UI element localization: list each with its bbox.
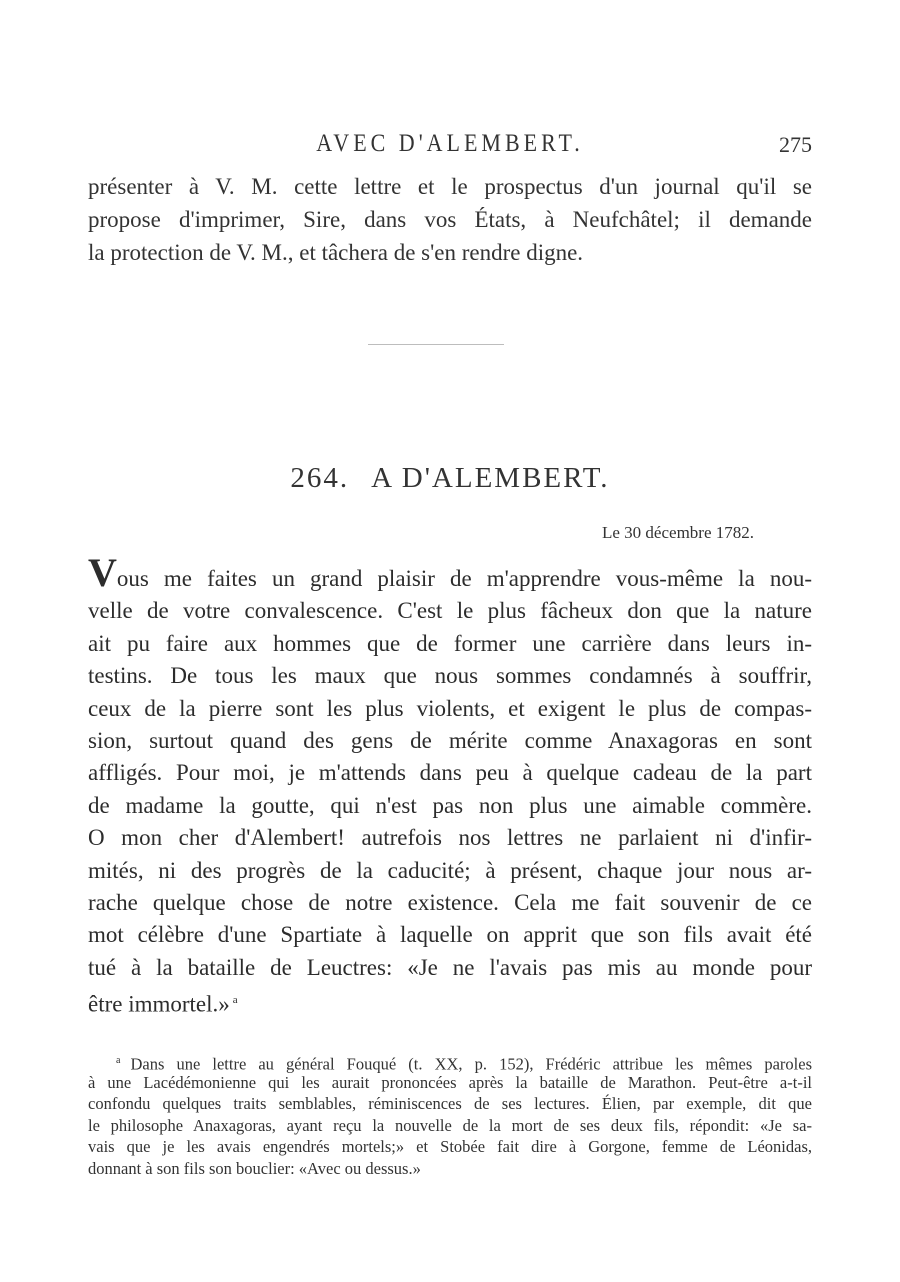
letter-date: Le 30 décembre 1782. [602, 523, 754, 542]
text-line: sion, surtout quand des gens de mérite comme Anaxagoras en sont [88, 727, 812, 753]
text-line: Vous me faites un grand plaisir de m'apprendre vous-même la nou- [88, 550, 812, 595]
running-head [88, 130, 812, 160]
text-line: propose d'imprimer, Sire, dans vos États, à Neufchâtel; il demande [88, 207, 812, 232]
letter-number: 264. [290, 462, 350, 494]
text-line: mités, ni des progrès de la caducité; à présent, chaque jour nous ar- [88, 857, 812, 883]
text-line: testins. De tous les maux que nous sommes condamnés à souffrir, [88, 663, 812, 689]
text-line: la protection de V. M., et tâchera de s'en rendre digne. [88, 240, 584, 265]
continuation-paragraph [88, 170, 812, 269]
letter-body [88, 550, 812, 1017]
text-line: ait pu faire aux hommes que de former une carrière dans leurs in- [88, 630, 812, 656]
text-line: mot célèbre d'une Spartiate à laquelle on apprit que son fils avait été [88, 922, 812, 948]
text-line: de madame la goutte, qui n'est pas non plus une aimable commère. [88, 792, 812, 818]
footnote-line: confondu quelques traits semblables, réminiscences de ses lectures. Élien, par exemple, dit que [88, 1094, 812, 1113]
footnote-mark: a [116, 1055, 121, 1066]
drop-cap: V [88, 550, 117, 595]
text-line: être immortel.» $^a$ [88, 991, 238, 1017]
text-line: tué à la bataille de Leuctres: «Je ne l'avais pas mis au monde pour [88, 954, 812, 980]
letter-heading [0, 462, 900, 495]
text-line: O mon cher d'Alembert! autrefois nos lettres ne parlaient ni d'infir- [88, 825, 812, 851]
text-line: affligés. Pour moi, je m'attends dans peu à quelque cadeau de la part [88, 760, 812, 786]
text-line: velle de votre convalescence. C'est le plus fâcheux don que la nature [88, 598, 812, 624]
footnote-line: donnant à son fils son bouclier: «Avec ou dessus.» [88, 1158, 421, 1178]
footnote-line: à une Lacédémonienne qui les aurait prononcées après la bataille de Marathon. Peut-être a-t-il [88, 1072, 812, 1092]
footnote-line: le philosophe Anaxagoras, ayant reçu la nouvelle de la mort de ses deux fils, répondit: «Je sa- [88, 1115, 812, 1135]
footnote [88, 1050, 812, 1179]
footnote-reference[interactable]: a [232, 994, 238, 1007]
text-line: ceux de la pierre sont les plus violents, et exigent le plus de compas- [88, 695, 812, 721]
footnote-line: vais que je les avais engendrés mortels;» et Stobée fait dire à Gorgone, femme de Léonidas, [88, 1137, 812, 1156]
letter-title: A D'ALEMBERT. [371, 462, 610, 494]
page-number: 275 [779, 132, 812, 157]
section-separator [368, 344, 504, 345]
footnote-line: $^a$ Dans une lettre au général Fouqué (t. XX, p. 152), Frédéric attribue les mêmes paroles [116, 1054, 812, 1074]
running-title: AVEC D'ALEMBERT. [316, 128, 584, 157]
text-line: rache quelque chose de notre existence. Cela me fait souvenir de ce [88, 889, 812, 915]
text-line: présenter à V. M. cette lettre et le prospectus d'un journal qu'il se [88, 174, 812, 199]
